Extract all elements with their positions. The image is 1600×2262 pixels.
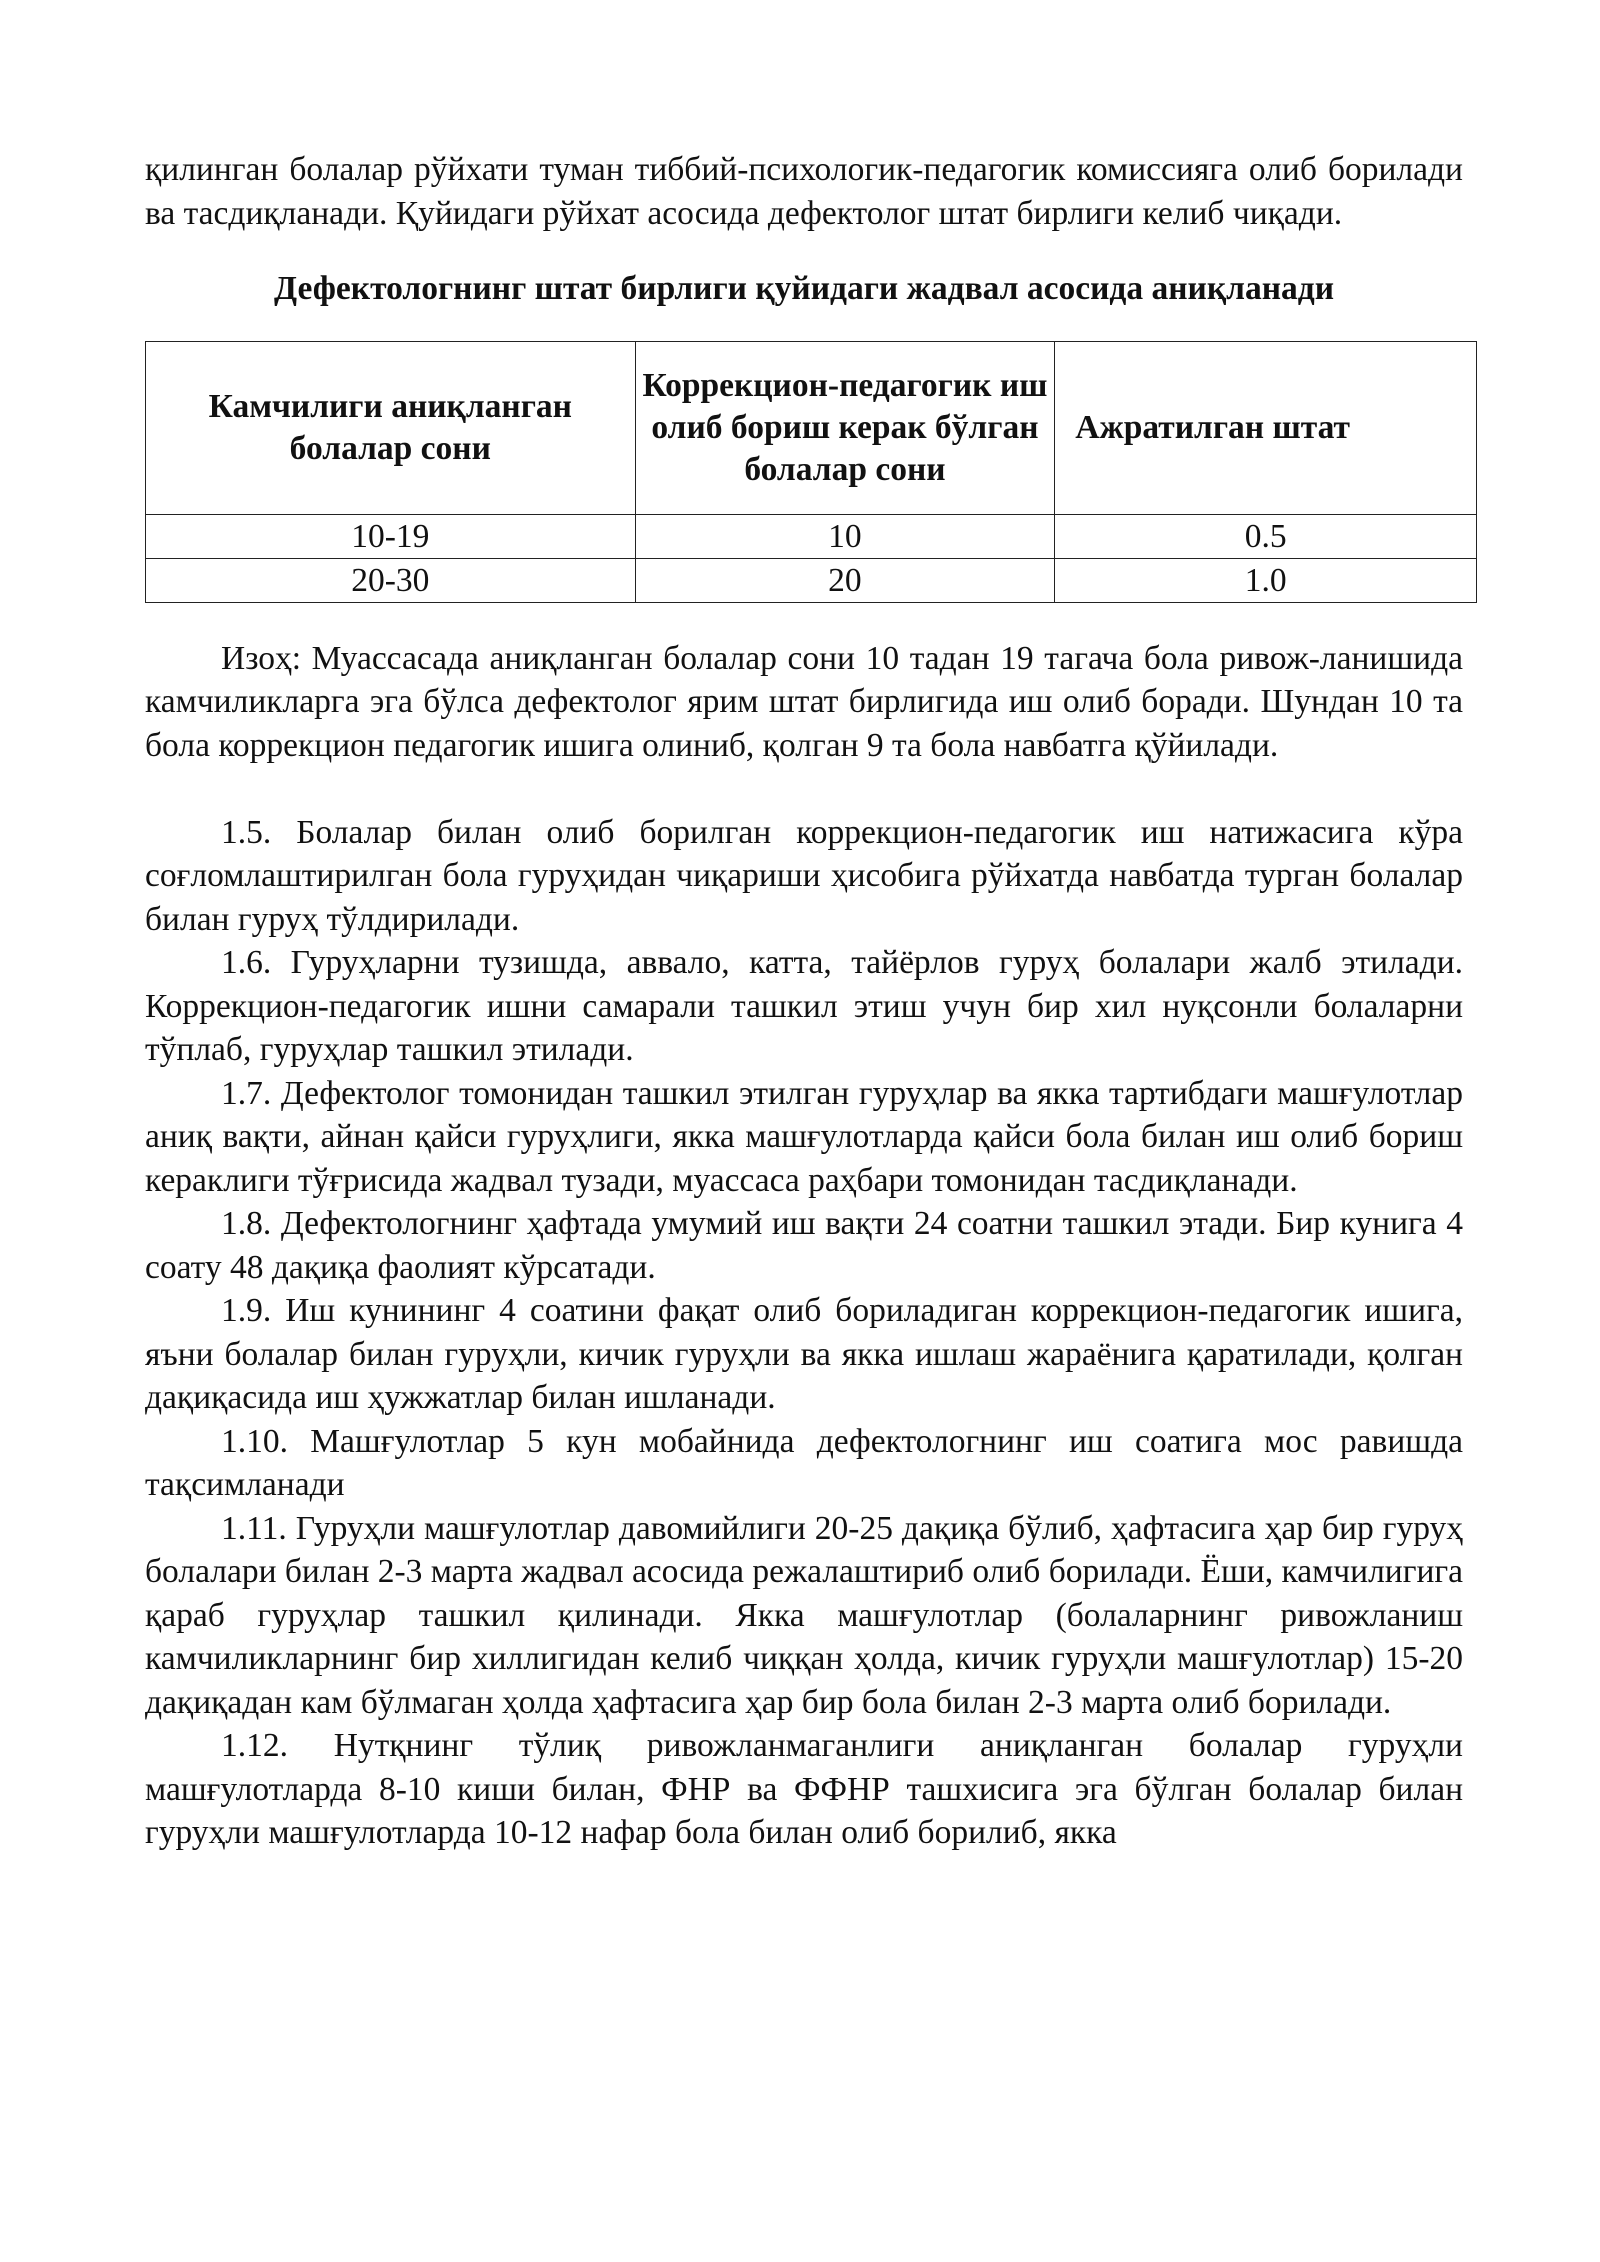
item-1-5: 1.5. Болалар билан олиб борилган коррекцион-педагогик иш натижасига кўра соғломлаштирилган бола гуруҳидан чиқариши ҳисобига рўйхатда навбатда турган болалар билан гуруҳ тўлдирилади. [145,813,1463,938]
item-1-10: 1.10. Машғулотлар 5 кун мобайнида дефектологнинг иш соатига мос равишда тақсимланади [145,1422,1463,1503]
item-1-6: 1.6. Гуруҳларни тузишда, аввало, катта, тайёрлов гуруҳ болалари жалб этилади. Коррекцион-педагогик ишни самарали ташкил этиш учун бир хил нуқсонли болаларни тўплаб, гуруҳлар ташкил этилади. [145,944,1463,1068]
table-cell: 10 [635,514,1055,558]
item-1-12: 1.12. Нутқнинг тўлиқ ривожланмаганлиги аниқланган болалар гуруҳли машғулотларда 8-10 киши билан, ФНР ва ФФНР ташхисига эга бўлган болалар билан гуруҳли машғулотларда 10-12 нафар бола билан олиб борилиб, якка [145,1727,1463,1851]
item-1-8: 1.8. Дефектологнинг ҳафтада умумий иш вақти 24 соатни ташкил этади. Бир кунига 4 соату 48 дақиқа фаолият кўрсатади. [145,1205,1463,1286]
item-1-11: 1.11. Гуруҳли машғулотлар давомийлиги 20-25 дақиқа бўлиб, ҳафтасига ҳар бир гуруҳ болалари билан 2-3 марта жадвал асосида режалаштириб олиб борилади. Ёши, камчилигига қараб гуруҳлар ташкил қилинади. Якка машғулотлар (болаларнинг ривожланиш камчиликларнинг бир хиллигидан келиб чиққан ҳолда, кичик гуруҳли машғулотлар) 15-20 дақиқадан кам бўлмаган ҳолда ҳафтасига ҳар бир бола билан 2-3 марта олиб борилади. [145,1509,1463,1721]
table-cell: 1.0 [1055,558,1477,602]
table-row [146,558,1477,602]
blank-line [145,767,1463,811]
header-cell-allocated-staff: Ажратилган штат [1055,341,1477,514]
staffing-table [145,341,1477,603]
document-page [145,148,1463,1855]
intro-paragraph: қилинган болалар рўйхати туман тиббий-психологик-педагогик комиссияга олиб борилади ва тасдиқланади. Қуйидаги рўйхат асосида дефектолог штат бирлиги келиб чиқади. [145,151,1463,232]
table-row [146,514,1477,558]
item-1-7: 1.7. Дефектолог томонидан ташкил этилган гуруҳлар ва якка тартибдаги машғулотлар аниқ вақти, айнан қайси гуруҳлиги, якка машғулотларда қайси бола билан иш олиб бориш кераклиги тўғрисида жадвал тузади, муассаса раҳбари томонидан тасдиқланади. [145,1074,1463,1199]
item-1-9: 1.9. Иш кунининг 4 соатини фақат олиб бориладиган коррекцион-педагогик ишига, яъни болалар билан гуруҳли, кичик гуруҳли ва якка ишлаш жараёнига қаратилади, қолган дақиқасида иш ҳужжатлар билан ишланади. [145,1292,1463,1416]
header-cell-children-identified: Камчилиги аниқланган болалар сони [146,341,636,514]
note-paragraph: Изоҳ: Муассасада аниқланган болалар сони 10 тадан 19 тагача бола ривож-ланишида камчиликларга эга бўлса дефектолог ярим штат бирлигида иш олиб боради. Шундан 10 та бола коррекцион педагогик ишига олиниб, қолган 9 та бола навбатга қўйилади. [145,639,1463,764]
table-title: Дефектологнинг штат бирлиги қуйидаги жадвал асосида аниқланади [274,270,1334,307]
table-cell: 0.5 [1055,514,1477,558]
table-cell: 20-30 [146,558,636,602]
header-cell-children-correction: Коррекцион-педагогик иш олиб бориш керак бўлган болалар сони [635,341,1055,514]
table-header-row [146,341,1477,514]
table-cell: 20 [635,558,1055,602]
table-cell: 10-19 [146,514,636,558]
